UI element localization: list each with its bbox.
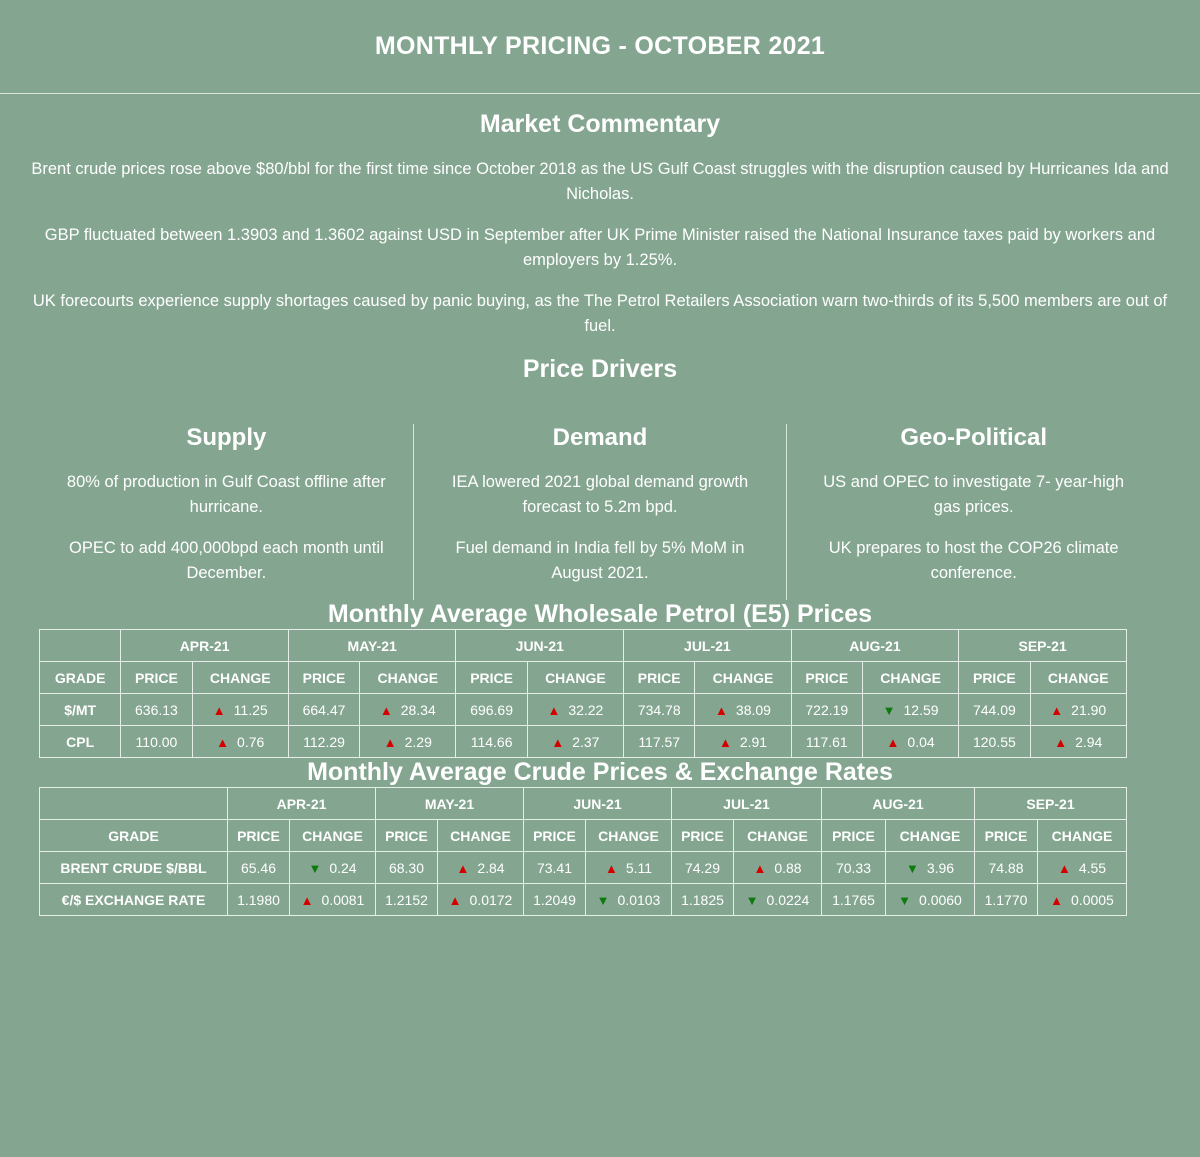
triangle-down-icon: ▼: [596, 892, 610, 908]
month-header: JUN-21: [456, 630, 624, 662]
triangle-up-icon: ▲: [753, 860, 767, 876]
month-header-row: [40, 788, 1127, 820]
change-value: 0.0103: [617, 891, 661, 908]
price-header: PRICE: [822, 820, 886, 852]
month-header: SEP-21: [975, 788, 1127, 820]
change-cell: [1030, 694, 1126, 726]
driver-title: Demand: [552, 424, 648, 451]
triangle-down-icon: ▼: [882, 702, 896, 718]
triangle-up-icon: ▲: [456, 860, 470, 876]
triangle-up-icon: ▲: [718, 734, 732, 750]
change-value: 0.76: [237, 733, 265, 750]
change-cell: [734, 852, 822, 884]
month-header: APR-21: [121, 630, 289, 662]
price-header: PRICE: [672, 820, 734, 852]
change-value: 0.24: [329, 859, 357, 876]
change-cell: [192, 726, 288, 758]
driver-item: OPEC to add 400,000bpd each month until December.: [69, 539, 384, 582]
grade-cell: €/$ EXCHANGE RATE: [40, 884, 228, 916]
grade-header: GRADE: [40, 820, 228, 852]
crude-prices-title: Monthly Average Crude Prices & Exchange Rates: [307, 758, 893, 786]
triangle-up-icon: ▲: [212, 702, 226, 718]
change-cell: [586, 852, 672, 884]
triangle-down-icon: ▼: [308, 860, 322, 876]
month-header: AUG-21: [822, 788, 975, 820]
month-header: MAY-21: [376, 788, 524, 820]
price-cell: 636.13: [121, 694, 192, 726]
driver-supply: [40, 424, 413, 600]
price-header: PRICE: [975, 820, 1038, 852]
change-value: 38.09: [735, 701, 771, 718]
change-header: CHANGE: [586, 820, 672, 852]
triangle-up-icon: ▲: [1050, 892, 1064, 908]
change-header: CHANGE: [695, 662, 791, 694]
empty-header-cell: [40, 788, 228, 820]
triangle-down-icon: ▼: [905, 860, 919, 876]
driver-item: US and OPEC to investigate 7- year-high gas prices.: [823, 473, 1125, 516]
price-cell: 110.00: [121, 726, 192, 758]
price-header: PRICE: [959, 662, 1030, 694]
change-value: 12.59: [903, 701, 939, 718]
change-value: 4.55: [1078, 859, 1107, 876]
change-value: 2.37: [572, 733, 600, 750]
change-cell: [862, 694, 958, 726]
price-cell: 1.1770: [975, 884, 1038, 916]
price-header: PRICE: [624, 662, 695, 694]
price-cell: 74.88: [975, 852, 1038, 884]
triangle-up-icon: ▲: [383, 734, 397, 750]
driver-title: Supply: [186, 424, 267, 451]
price-cell: 74.29: [672, 852, 734, 884]
change-cell: [1038, 884, 1127, 916]
commentary-paragraph: GBP fluctuated between 1.3903 and 1.3602 against USD in September after UK Prime Minister raised the National Insurance taxes paid by workers and employers by 1.25%.: [44, 226, 1156, 269]
triangle-up-icon: ▲: [1050, 702, 1064, 718]
price-header: PRICE: [791, 662, 862, 694]
grade-header: GRADE: [40, 662, 121, 694]
change-cell: [527, 726, 623, 758]
crude-prices-table: [39, 787, 1127, 916]
price-header: PRICE: [456, 662, 527, 694]
change-cell: [734, 884, 822, 916]
price-cell: 1.2152: [376, 884, 438, 916]
driver-geo-political: [786, 424, 1160, 600]
change-value: 2.29: [404, 733, 432, 750]
month-header: JUL-21: [624, 630, 792, 662]
driver-demand: [413, 424, 787, 600]
price-cell: 722.19: [791, 694, 862, 726]
month-header: JUN-21: [524, 788, 672, 820]
change-value: 28.34: [400, 701, 436, 718]
price-cell: 120.55: [959, 726, 1030, 758]
change-header: CHANGE: [886, 820, 975, 852]
change-cell: [1038, 852, 1127, 884]
price-cell: 744.09: [959, 694, 1030, 726]
triangle-up-icon: ▲: [551, 734, 565, 750]
price-header: PRICE: [524, 820, 586, 852]
price-cell: 1.2049: [524, 884, 586, 916]
change-header: CHANGE: [290, 820, 376, 852]
change-header: CHANGE: [527, 662, 623, 694]
change-value: 2.91: [739, 733, 768, 750]
driver-item: UK prepares to host the COP26 climate conference.: [828, 539, 1119, 582]
driver-item: 80% of production in Gulf Coast offline after hurricane.: [66, 473, 386, 516]
month-header: APR-21: [228, 788, 376, 820]
change-value: 0.0081: [321, 891, 365, 908]
column-header-row: [40, 662, 1127, 694]
page-header: [0, 0, 1200, 94]
change-value: 11.25: [233, 701, 268, 718]
page-title: MONTHLY PRICING - OCTOBER 2021: [374, 32, 826, 60]
change-header: CHANGE: [192, 662, 288, 694]
commentary-paragraph: Brent crude prices rose above $80/bbl for the first time since October 2018 as the US Gulf Coast struggles with the disruption caused by Hurricanes Ida and Nicholas.: [31, 160, 1169, 203]
month-header: AUG-21: [791, 630, 959, 662]
table-row: [40, 852, 1127, 884]
driver-item: IEA lowered 2021 global demand growth forecast to 5.2m bpd.: [451, 473, 749, 516]
triangle-up-icon: ▲: [715, 702, 728, 718]
change-cell: [438, 884, 524, 916]
change-cell: [438, 852, 524, 884]
change-header: CHANGE: [438, 820, 524, 852]
price-header: PRICE: [228, 820, 290, 852]
petrol-prices-title: Monthly Average Wholesale Petrol (E5) Prices: [327, 600, 873, 628]
triangle-up-icon: ▲: [216, 734, 230, 750]
price-cell: 696.69: [456, 694, 527, 726]
change-value: 0.88: [774, 859, 802, 876]
triangle-up-icon: ▲: [448, 892, 462, 908]
change-cell: [695, 694, 791, 726]
commentary-paragraph: UK forecourts experience supply shortages caused by panic buying, as the The Petrol Retailers Association warn two-thirds of its 5,500 members are out of fuel.: [32, 292, 1168, 335]
table-row: [40, 694, 1127, 726]
month-header: SEP-21: [959, 630, 1127, 662]
triangle-up-icon: ▲: [886, 734, 900, 750]
price-cell: 734.78: [624, 694, 695, 726]
change-value: 0.0060: [919, 891, 962, 908]
table-row: [40, 726, 1127, 758]
change-header: CHANGE: [1038, 820, 1127, 852]
triangle-up-icon: ▲: [547, 702, 561, 718]
price-drivers: [40, 424, 1160, 600]
change-value: 2.94: [1075, 733, 1103, 750]
change-header: CHANGE: [360, 662, 456, 694]
price-cell: 664.47: [288, 694, 359, 726]
change-value: 0.0172: [469, 891, 513, 908]
triangle-up-icon: ▲: [300, 892, 314, 908]
change-value: 21.90: [1071, 701, 1107, 718]
change-header: CHANGE: [734, 820, 822, 852]
change-value: 3.96: [926, 859, 955, 876]
change-cell: [290, 852, 376, 884]
grade-cell: CPL: [40, 726, 121, 758]
price-cell: 65.46: [228, 852, 290, 884]
grade-cell: BRENT CRUDE $/BBL: [40, 852, 228, 884]
triangle-up-icon: ▲: [379, 702, 393, 718]
price-drivers-title: Price Drivers: [522, 355, 678, 383]
price-header: PRICE: [121, 662, 192, 694]
price-cell: 70.33: [822, 852, 886, 884]
triangle-up-icon: ▲: [1054, 734, 1068, 750]
change-cell: [695, 726, 791, 758]
month-header-row: [40, 630, 1127, 662]
change-cell: [886, 852, 975, 884]
price-cell: 68.30: [376, 852, 438, 884]
driver-title: Geo-Political: [900, 424, 1048, 451]
triangle-down-icon: ▼: [898, 892, 912, 908]
price-cell: 73.41: [524, 852, 586, 884]
change-value: 0.0224: [766, 891, 810, 908]
change-value: 32.22: [568, 701, 604, 718]
month-header: MAY-21: [288, 630, 456, 662]
price-cell: 1.1980: [228, 884, 290, 916]
table-row: [40, 884, 1127, 916]
grade-cell: $/MT: [40, 694, 121, 726]
driver-item: Fuel demand in India fell by 5% MoM in August 2021.: [455, 539, 745, 582]
change-cell: [360, 726, 456, 758]
change-cell: [527, 694, 623, 726]
market-commentary: [0, 139, 1200, 339]
empty-header-cell: [40, 630, 121, 662]
price-header: PRICE: [376, 820, 438, 852]
triangle-up-icon: ▲: [1057, 860, 1071, 876]
change-header: CHANGE: [862, 662, 958, 694]
price-cell: 1.1825: [672, 884, 734, 916]
month-header: JUL-21: [672, 788, 822, 820]
price-cell: 114.66: [456, 726, 527, 758]
change-value: 0.0005: [1071, 891, 1114, 908]
price-cell: 1.1765: [822, 884, 886, 916]
market-commentary-title: Market Commentary: [479, 110, 721, 138]
change-cell: [192, 694, 288, 726]
change-cell: [886, 884, 975, 916]
change-cell: [360, 694, 456, 726]
change-cell: [586, 884, 672, 916]
petrol-prices-table: [39, 629, 1127, 758]
change-value: 0.04: [907, 733, 935, 750]
change-header: CHANGE: [1030, 662, 1126, 694]
triangle-down-icon: ▼: [745, 892, 759, 908]
price-cell: 112.29: [288, 726, 359, 758]
change-value: 5.11: [625, 859, 653, 876]
change-cell: [1030, 726, 1126, 758]
price-cell: 117.57: [624, 726, 695, 758]
change-cell: [862, 726, 958, 758]
triangle-up-icon: ▲: [604, 860, 618, 876]
change-cell: [290, 884, 376, 916]
price-cell: 117.61: [791, 726, 862, 758]
change-value: 2.84: [477, 859, 505, 876]
price-header: PRICE: [288, 662, 359, 694]
column-header-row: [40, 820, 1127, 852]
